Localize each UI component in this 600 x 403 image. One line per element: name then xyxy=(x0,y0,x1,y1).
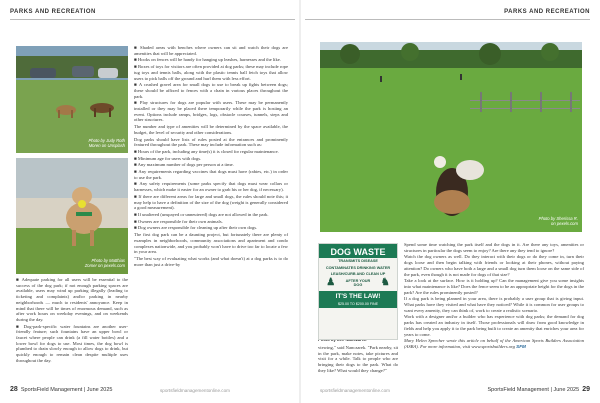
sign-figure-row xyxy=(319,278,397,289)
paragraph: Spend some time watching the park itself and the dogs in it. Are there any toys, amenities or structures in particular the dogs seem to enjoy? Are there any they tend to ignore? xyxy=(404,242,584,253)
left-column-2 xyxy=(134,45,288,268)
paragraph: Watch the dog owners as well. Do they interact with their dogs or do they come in, turn their dogs loose and then begin talking with friends or looking at their phones, without paying attention? Do owners who have both a large and a small dog turn them loose on the same side of the park, even though it is not made for dogs of that size? xyxy=(404,254,584,277)
paragraph: If a dog park is being planned in your area, there is probably a user group that is giving input. What parks have they visited and what have they noticed? While it is common for user groups to want every amenity, they can think of, work to create a realistic scenario. xyxy=(404,296,584,313)
dogs-running-image xyxy=(16,46,128,153)
footer-url-left[interactable]: sportsfieldmanagementonline.com xyxy=(160,388,230,393)
footer-left xyxy=(10,386,112,393)
paragraph: ■ Dog-park-specific water fountains are another user-friendly feature; such fountains have an upper bowl or faucet where people can drink (a fill water bottles) and a lower bowl for dogs to use. Most times, the dog bowl is plumbed to drain slowly enough to allow dogs to drink, but quickly enough to remain clean despite multiple uses throughout the day. xyxy=(16,323,128,363)
sign-line: DOG xyxy=(353,283,363,288)
right-page xyxy=(300,0,600,403)
paragraph: ■ Shaded areas with benches where owners can sit and watch their dogs are amenities that will be appreciated. xyxy=(134,45,288,56)
photo-credit-dogs-running: Photo by Judy Roth Moren on Unsplash xyxy=(88,138,125,148)
paragraph: ■ Minimum age for users with dogs. xyxy=(134,155,202,161)
sign-line: CONTAMINATES DRINKING WATER xyxy=(325,265,391,270)
paragraph: viewing," said Nanczarek. "Park nearby, sit in the park, make notes, take pictures and visit for a while. Talk to people who are bringing their dogs to the park. What do they like? What would they change?" xyxy=(318,345,398,373)
sign-law: IT'S THE LAW! xyxy=(319,291,397,302)
paragraph: ■ Owners are responsible for their own animals. xyxy=(134,218,223,224)
footer-url-right[interactable]: sportsfieldmanagementonline.com xyxy=(320,388,390,393)
footer-pub-left: SportsField Management | June 2025 xyxy=(20,387,113,393)
paragraph: Take a look at the surface. How is it holding up? Can the management give you some insights into what maintenance is like? Does the fence seem to be an appropriate height for the dogs in the park? Are the rules prominently posted? xyxy=(404,278,584,295)
photo-dogs-running xyxy=(16,46,128,153)
paragraph: ■ Boxes of toys for visitors are often provided at dog parks; these may include rope tug toys and tennis balls, along with the plastic tennis ball fetch toys that allow users to pick balls off the ground and hurl them with less effort. xyxy=(134,64,288,81)
paragraph: The first dog park can be a daunting project, but fortunately there are plenty of examples in neighborhoods, community associations and apartment and condo complexes nationwide, and you probably won't have to drive too far to locate a few in your area. xyxy=(134,232,288,255)
sign-line: TRANSMITS DISEASE xyxy=(338,259,378,263)
paragraph: Dog parks should have lists of rules posted at the entrances and prominently featured throughout the park. These may include information such as: xyxy=(134,136,288,148)
paragraph: ■ Hooks on fences will be handy for hanging up leashes, harnesses and the like. xyxy=(134,57,281,63)
section-header-left: PARKS AND RECREATION xyxy=(10,9,96,15)
photo-credit-dog-park: Photo by Sherissa R. on pexels.com xyxy=(538,216,578,226)
photo-credit-dog-ball: Photo by Matthias Zomer on pexels.com xyxy=(84,258,125,268)
paragraph: ■ If there are different areas for large and small dogs, the rules should note this; it may help to have a definition of the size of the dog (weight is generally considered a good measurement). xyxy=(134,193,288,211)
right-column-1 xyxy=(318,345,398,375)
dog-icon: ♞ xyxy=(380,277,390,289)
paragraph: ■ Any requirements regarding vaccines that dogs must have (rabies, etc.) in order to use the park. xyxy=(134,169,288,180)
paragraph: ■ Adequate parking for all users will be essential to the success of the dog park; if not enough parking spaces are available, users may wind up parking illegally (leading to ticketing and complaints) and/or parking in nearby neighborhoods — much to residents' annoyance. Keep in mind that there will be times of enormous demand, such as after work hours on weekday evenings, and on weekends during the day. xyxy=(16,277,128,322)
sign-line: AFTER YOUR xyxy=(345,278,371,283)
header-rule-right xyxy=(305,19,590,20)
sign-line: LEASH/CURB AND CLEAN UP xyxy=(330,272,386,277)
footer-right xyxy=(488,386,590,393)
paragraph: ■ Play structures for dogs are popular with users. These may be permanently installed or they may be placed there temporarily while the park is hosting an event. Options include ramps, bridges, logs, obstacle courses, tunnels, steps and other structures. xyxy=(134,100,288,123)
dog-ball-image xyxy=(16,158,128,274)
paragraph: The number and type of amenities will be determined by the space available, the budget, the level of security and other considerations. xyxy=(134,124,288,135)
right-column-2 xyxy=(404,242,584,351)
paragraph: ■ A crushed gravel area for small dogs to use to break up fights between dogs; these should be affixed to fences with a chain in various places throughout the park. xyxy=(134,82,288,99)
sign-fine: $25.00 TO $200.00 FINE xyxy=(319,302,397,308)
author-note: Mary Helen Sprecher wrote this article on behalf of the American Sports Builders Association (ASBA). For more information, visit www.sportsbuilders.org SFM xyxy=(404,338,584,349)
photo-dog-ball xyxy=(16,158,128,274)
sign-title: DOG WASTE xyxy=(319,244,397,258)
paragraph: ■ Any maximum number of dogs per person at a time. xyxy=(134,162,234,168)
paragraph: ■ If unaltered (unspayed or unneutered) dogs are not allowed in the park. xyxy=(134,211,269,217)
photo-dog-waste-sign xyxy=(318,243,398,340)
photo-dog-park xyxy=(320,42,582,232)
paragraph: ■ Hours of the park, including any time(s) it is closed for regular maintenance. xyxy=(134,148,279,154)
paragraph: ■ Any safety requirements (some parks specify that dogs must wear collars or harnesses, which make it easier for an owner to grab his or her dog, if necessary). xyxy=(134,181,288,193)
person-icon: ♟ xyxy=(326,277,336,289)
paragraph: "The best way of evaluating what works (and what doesn't) at a dog parks is to do more than just a drive-by xyxy=(134,255,288,267)
header-rule-left xyxy=(10,19,295,20)
end-mark: SFM xyxy=(516,343,526,349)
dog-park-image xyxy=(320,42,582,232)
footer-pub-right: SportsField Management | June 2025 xyxy=(487,387,580,393)
page-number-left: 28 xyxy=(10,386,18,393)
paragraph: ■ Dog owners are responsible for cleaning up after their own dogs. xyxy=(134,225,258,231)
paragraph: Work with a designer and/or a builder who has experience with dog parks; the demand for dog parks has created an industry in itself. Those professionals will draw from good knowledge in fields and help you apply it to the park being built to create an amenity that enriches your area for years to come. xyxy=(404,314,584,337)
page-number-right: 29 xyxy=(582,386,590,393)
left-column-1 xyxy=(16,277,128,365)
section-header-right: PARKS AND RECREATION xyxy=(504,9,590,15)
